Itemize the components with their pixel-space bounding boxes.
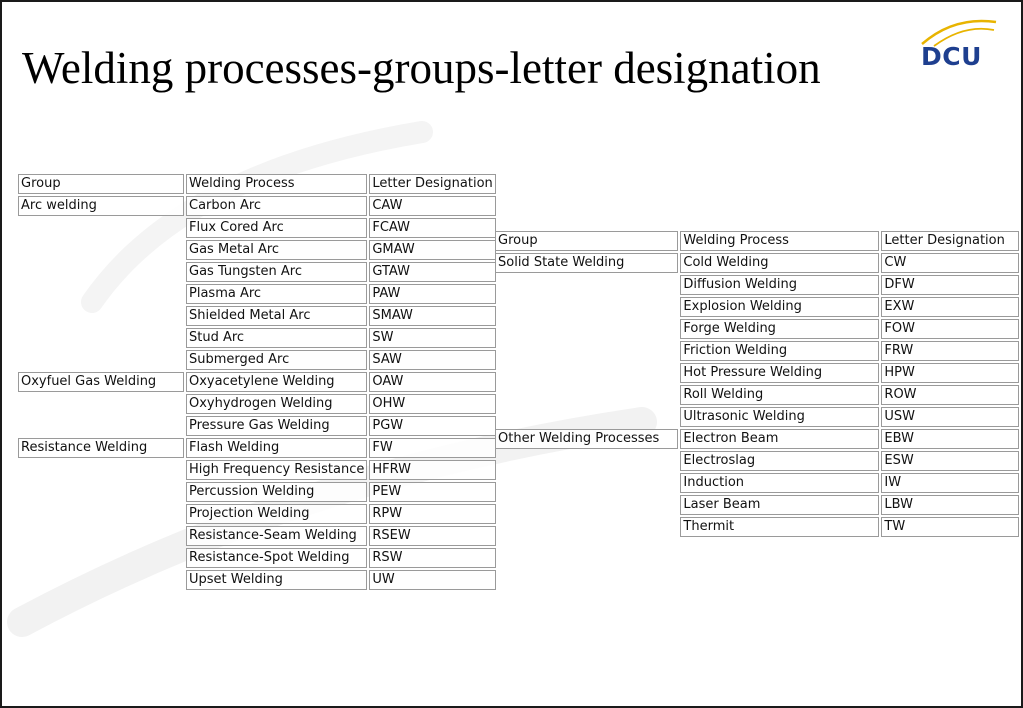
group-cell xyxy=(18,218,184,238)
group-cell xyxy=(18,328,184,348)
designation-cell: FCAW xyxy=(369,218,495,238)
process-cell: Percussion Welding xyxy=(186,482,367,502)
designation-cell: UW xyxy=(369,570,495,590)
table-header-row xyxy=(18,174,496,194)
process-cell: Resistance-Seam Welding xyxy=(186,526,367,546)
table-row xyxy=(18,284,496,304)
table-row xyxy=(18,416,496,436)
solid-state-other-table xyxy=(493,229,1021,539)
table-row xyxy=(495,517,1019,537)
designation-cell: SAW xyxy=(369,350,495,370)
table-row xyxy=(495,319,1019,339)
process-cell: Flash Welding xyxy=(186,438,367,458)
slide-title: Welding processes-groups-letter designation xyxy=(22,43,821,93)
group-cell xyxy=(495,495,678,515)
group-cell xyxy=(495,451,678,471)
group-cell xyxy=(18,306,184,326)
table-row xyxy=(18,262,496,282)
process-cell: Gas Tungsten Arc xyxy=(186,262,367,282)
group-cell xyxy=(18,482,184,502)
group-cell xyxy=(18,504,184,524)
process-cell: Roll Welding xyxy=(680,385,879,405)
dcu-logo: DCU xyxy=(921,42,982,71)
group-cell xyxy=(18,350,184,370)
process-cell: Ultrasonic Welding xyxy=(680,407,879,427)
process-cell: Explosion Welding xyxy=(680,297,879,317)
group-cell: Arc welding xyxy=(18,196,184,216)
table-row xyxy=(18,482,496,502)
column-header: Letter Designation xyxy=(881,231,1019,251)
process-cell: High Frequency Resistance xyxy=(186,460,367,480)
group-cell xyxy=(495,407,678,427)
table-row xyxy=(18,350,496,370)
process-cell: Gas Metal Arc xyxy=(186,240,367,260)
group-cell xyxy=(18,570,184,590)
designation-cell: PEW xyxy=(369,482,495,502)
designation-cell: LBW xyxy=(881,495,1019,515)
arc-oxyfuel-resistance-table xyxy=(16,172,498,592)
designation-cell: SW xyxy=(369,328,495,348)
group-cell xyxy=(18,548,184,568)
process-cell: Resistance-Spot Welding xyxy=(186,548,367,568)
process-cell: Carbon Arc xyxy=(186,196,367,216)
table-row xyxy=(18,240,496,260)
designation-cell: IW xyxy=(881,473,1019,493)
group-cell xyxy=(18,394,184,414)
table-row xyxy=(18,460,496,480)
table-row xyxy=(18,306,496,326)
designation-cell: ROW xyxy=(881,385,1019,405)
table-row xyxy=(495,253,1019,273)
designation-cell: RPW xyxy=(369,504,495,524)
designation-cell: FRW xyxy=(881,341,1019,361)
table-row xyxy=(18,196,496,216)
group-cell xyxy=(495,341,678,361)
designation-cell: RSW xyxy=(369,548,495,568)
designation-cell: HPW xyxy=(881,363,1019,383)
process-cell: Electron Beam xyxy=(680,429,879,449)
table-row xyxy=(18,504,496,524)
table-row xyxy=(495,495,1019,515)
process-cell: Plasma Arc xyxy=(186,284,367,304)
group-cell xyxy=(18,284,184,304)
process-cell: Forge Welding xyxy=(680,319,879,339)
designation-cell: GMAW xyxy=(369,240,495,260)
table-row xyxy=(495,363,1019,383)
group-cell: Other Welding Processes xyxy=(495,429,678,449)
designation-cell: SMAW xyxy=(369,306,495,326)
group-cell xyxy=(495,385,678,405)
designation-cell: CW xyxy=(881,253,1019,273)
designation-cell: PGW xyxy=(369,416,495,436)
group-cell xyxy=(495,363,678,383)
table-row xyxy=(495,407,1019,427)
column-header: Letter Designation xyxy=(369,174,495,194)
process-cell: Oxyhydrogen Welding xyxy=(186,394,367,414)
table-row xyxy=(495,341,1019,361)
designation-cell: CAW xyxy=(369,196,495,216)
process-cell: Thermit xyxy=(680,517,879,537)
column-header: Group xyxy=(18,174,184,194)
designation-cell: TW xyxy=(881,517,1019,537)
table-row xyxy=(18,394,496,414)
designation-cell: OHW xyxy=(369,394,495,414)
designation-cell: EBW xyxy=(881,429,1019,449)
process-cell: Induction xyxy=(680,473,879,493)
process-cell: Oxyacetylene Welding xyxy=(186,372,367,392)
table-row xyxy=(18,328,496,348)
designation-cell: ESW xyxy=(881,451,1019,471)
column-header: Welding Process xyxy=(680,231,879,251)
process-cell: Projection Welding xyxy=(186,504,367,524)
process-cell: Cold Welding xyxy=(680,253,879,273)
table-row xyxy=(18,526,496,546)
designation-cell: GTAW xyxy=(369,262,495,282)
table-header-row xyxy=(495,231,1019,251)
process-cell: Pressure Gas Welding xyxy=(186,416,367,436)
process-cell: Stud Arc xyxy=(186,328,367,348)
table-row xyxy=(18,218,496,238)
group-cell xyxy=(18,240,184,260)
table-row xyxy=(495,451,1019,471)
process-cell: Shielded Metal Arc xyxy=(186,306,367,326)
designation-cell: FW xyxy=(369,438,495,458)
table-row xyxy=(495,429,1019,449)
designation-cell: HFRW xyxy=(369,460,495,480)
group-cell xyxy=(495,473,678,493)
table-row xyxy=(495,385,1019,405)
group-cell xyxy=(495,275,678,295)
designation-cell: USW xyxy=(881,407,1019,427)
process-cell: Submerged Arc xyxy=(186,350,367,370)
table-row xyxy=(18,548,496,568)
table-row xyxy=(18,570,496,590)
process-cell: Flux Cored Arc xyxy=(186,218,367,238)
column-header: Group xyxy=(495,231,678,251)
table-row xyxy=(495,275,1019,295)
designation-cell: EXW xyxy=(881,297,1019,317)
process-cell: Electroslag xyxy=(680,451,879,471)
designation-cell: PAW xyxy=(369,284,495,304)
designation-cell: OAW xyxy=(369,372,495,392)
group-cell: Resistance Welding xyxy=(18,438,184,458)
process-cell: Hot Pressure Welding xyxy=(680,363,879,383)
group-cell xyxy=(18,460,184,480)
table-row xyxy=(495,297,1019,317)
group-cell xyxy=(18,416,184,436)
process-cell: Diffusion Welding xyxy=(680,275,879,295)
table-row xyxy=(18,372,496,392)
process-cell: Friction Welding xyxy=(680,341,879,361)
table-row xyxy=(495,473,1019,493)
group-cell xyxy=(495,297,678,317)
group-cell xyxy=(18,262,184,282)
designation-cell: FOW xyxy=(881,319,1019,339)
group-cell: Oxyfuel Gas Welding xyxy=(18,372,184,392)
process-cell: Upset Welding xyxy=(186,570,367,590)
process-cell: Laser Beam xyxy=(680,495,879,515)
group-cell xyxy=(495,319,678,339)
group-cell xyxy=(18,526,184,546)
column-header: Welding Process xyxy=(186,174,367,194)
group-cell: Solid State Welding xyxy=(495,253,678,273)
designation-cell: RSEW xyxy=(369,526,495,546)
group-cell xyxy=(495,517,678,537)
designation-cell: DFW xyxy=(881,275,1019,295)
table-row xyxy=(18,438,496,458)
